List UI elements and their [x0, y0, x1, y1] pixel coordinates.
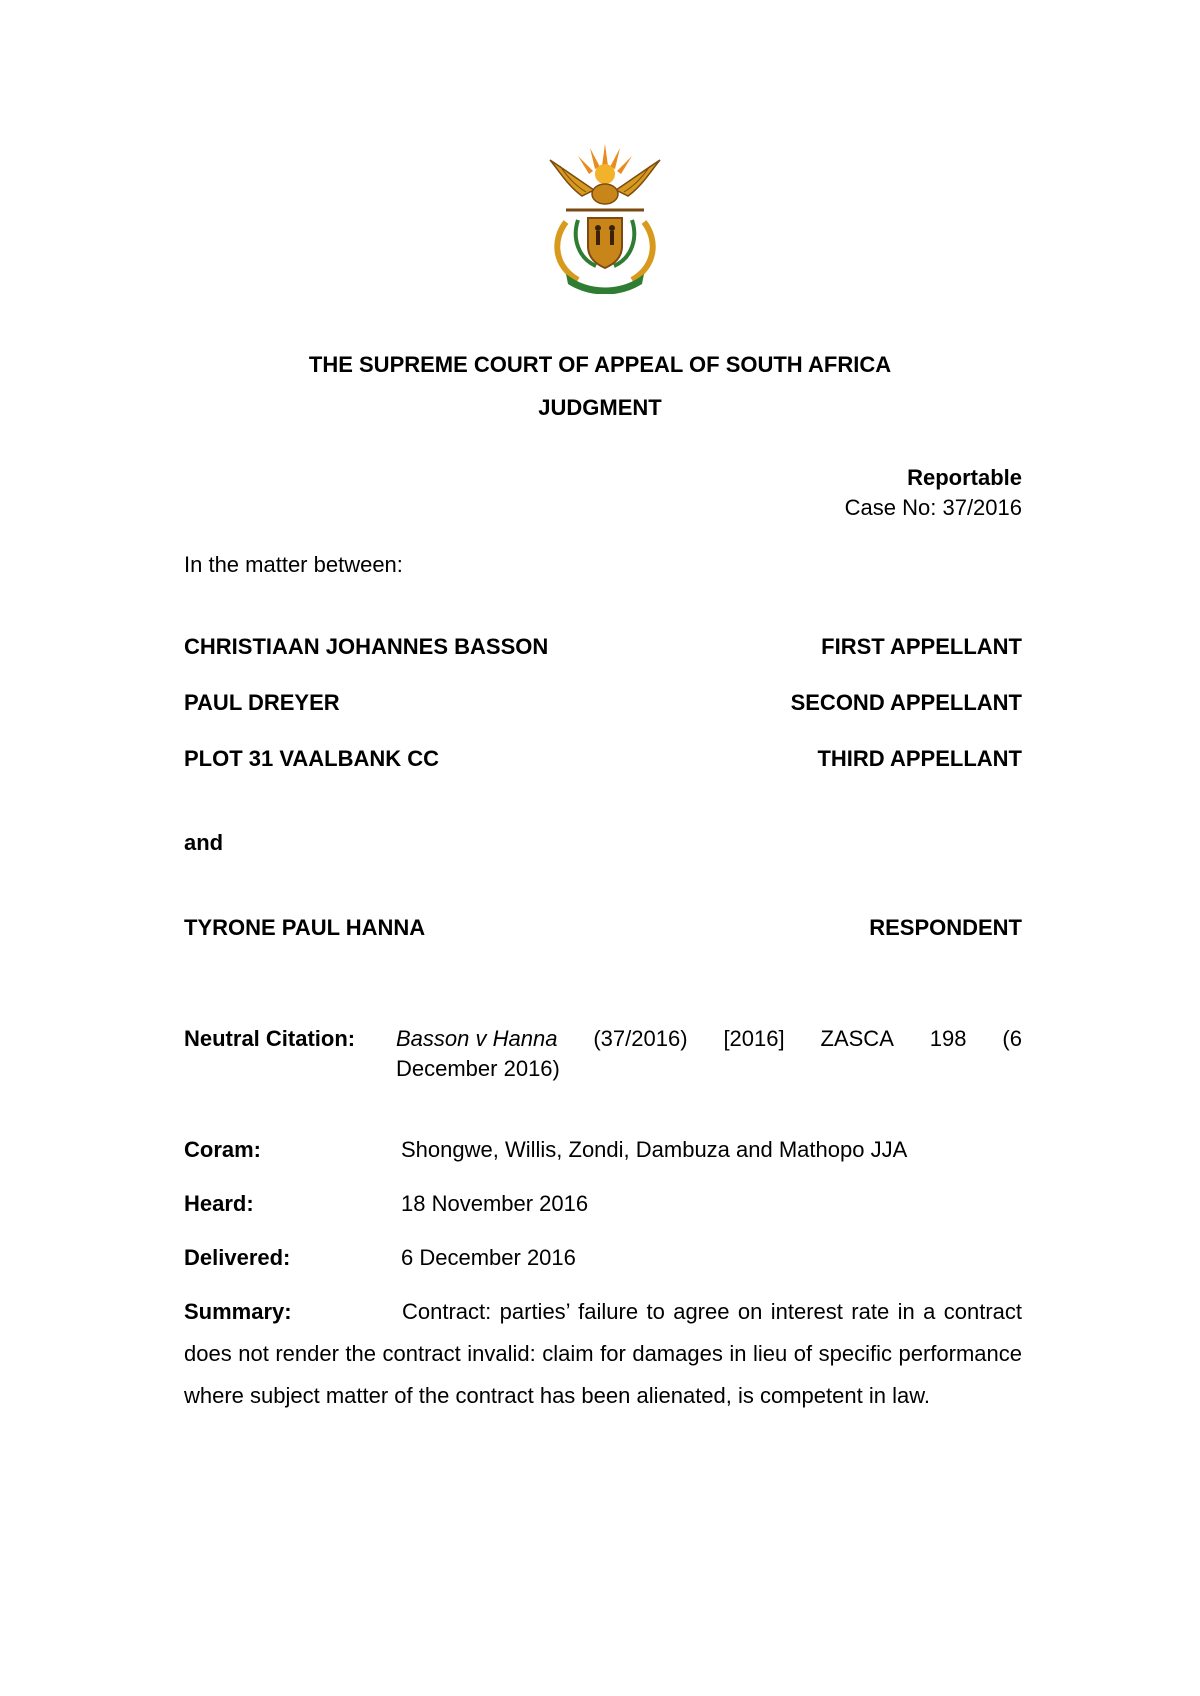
respondent-role: RESPONDENT [869, 915, 1022, 940]
sun-icon [595, 164, 615, 184]
reportable-label: Reportable [907, 465, 1022, 490]
citation-line-1 [396, 1024, 1022, 1054]
and-separator: and [184, 830, 224, 855]
citation-part: ZASCA [820, 1026, 894, 1051]
coat-of-arms-emblem [538, 142, 672, 294]
citation-part: (6 [1002, 1026, 1022, 1051]
heard-label: Heard: [184, 1191, 254, 1216]
bird-body-icon [592, 184, 618, 204]
summary-paragraph [184, 1291, 1022, 1417]
matter-intro: In the matter between: [184, 552, 403, 577]
appellant-name: PLOT 31 VAALBANK CC [184, 746, 440, 771]
summary-text: Contract: parties’ failure to agree on interest rate in a contract does not render the contract invalid: claim for damages in lieu of specific performance where subject matter of the contract has been alienated, is competent in law. [184, 1299, 1022, 1408]
respondent-name: TYRONE PAUL HANNA [184, 915, 426, 940]
appellant-role: SECOND APPELLANT [790, 690, 1022, 715]
coat-of-arms-svg [538, 142, 672, 294]
appellant-name: CHRISTIAAN JOHANNES BASSON [184, 634, 549, 659]
document-type: JUDGMENT [538, 395, 662, 420]
citation-part: (37/2016) [593, 1026, 688, 1051]
right-wing-icon [616, 160, 660, 196]
left-wing-icon [550, 160, 594, 196]
shield-icon [588, 218, 622, 268]
court-title: THE SUPREME COURT OF APPEAL OF SOUTH AFRICA [308, 352, 892, 377]
citation-part: [2016] [723, 1026, 785, 1051]
appellant-role: THIRD APPELLANT [817, 746, 1022, 771]
heard-value: 18 November 2016 [401, 1191, 589, 1216]
citation-label: Neutral Citation: [184, 1026, 356, 1051]
citation-case-name: Basson v Hanna [396, 1026, 558, 1051]
coram-value: Shongwe, Willis, Zondi, Dambuza and Mathopo JJA [401, 1137, 908, 1162]
delivered-value: 6 December 2016 [401, 1245, 576, 1270]
delivered-label: Delivered: [184, 1245, 291, 1270]
coram-label: Coram: [184, 1137, 262, 1162]
appellant-name: PAUL DREYER [184, 690, 340, 715]
summary-label: Summary: [184, 1299, 292, 1324]
citation-line-2: December 2016) [396, 1056, 560, 1081]
citation-part: 198 [929, 1026, 967, 1051]
citation-value [396, 1024, 1022, 1084]
appellant-role: FIRST APPELLANT [821, 634, 1022, 659]
case-number: Case No: 37/2016 [844, 495, 1022, 520]
